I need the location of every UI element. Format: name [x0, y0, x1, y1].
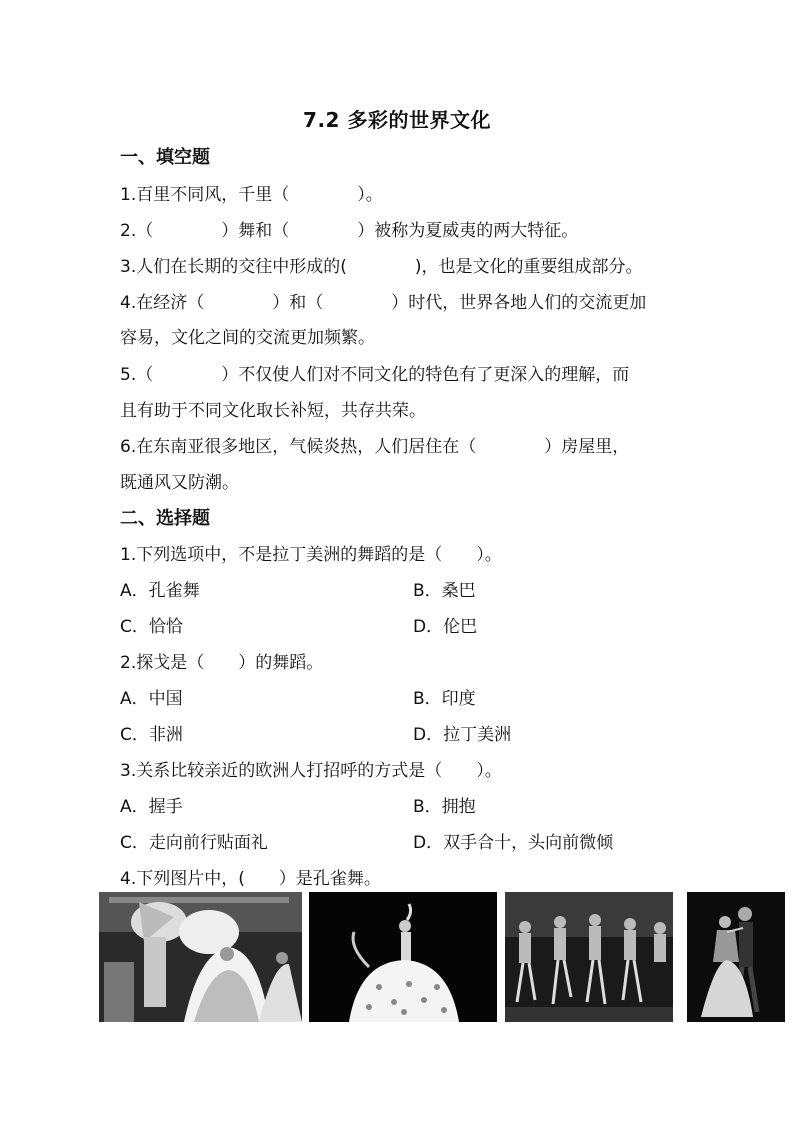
fill-blank-q6-cont: 既通风又防潮。 — [120, 473, 239, 493]
choice-q3-option-c: C．走向前行贴面礼 — [120, 833, 268, 853]
choice-q3-option-a: A．握手 — [120, 797, 183, 817]
photo-peacock-dance — [309, 892, 497, 1022]
fill-blank-q4: 4.在经济（ ）和（ ）时代，世界各地人们的交流更加 — [120, 293, 647, 313]
choice-q3-option-d: D．双手合十，头向前微倾 — [413, 833, 614, 853]
fill-blank-q5: 5.（ ）不仅使人们对不同文化的特色有了更深入的理解，而 — [120, 365, 630, 385]
photo-irish-dancers — [505, 892, 673, 1022]
choice-q4-stem: 4.下列图片中，( ）是孔雀舞。 — [120, 869, 381, 889]
fill-blank-q3: 3.人们在长期的交往中形成的( )，也是文化的重要组成部分。 — [120, 257, 643, 277]
section-heading-choice: 二、选择题 — [120, 508, 210, 529]
choice-q1-option-b: B．桑巴 — [413, 581, 476, 601]
fill-blank-q4-cont: 容易，文化之间的交流更加频繁。 — [120, 328, 375, 348]
page-title: 7.2 多彩的世界文化 — [303, 108, 491, 132]
choice-q2-option-c: C．非洲 — [120, 725, 183, 745]
fill-blank-q6: 6.在东南亚很多地区，气候炎热，人们居住在（ ）房屋里， — [120, 437, 630, 457]
choice-q2-option-b: B．印度 — [413, 689, 476, 709]
fill-blank-q5-cont: 且有助于不同文化取长补短，共存共荣。 — [120, 401, 426, 421]
choice-q2-option-a: A．中国 — [120, 689, 183, 709]
fill-blank-q1: 1.百里不同风，千里（ ）。 — [120, 185, 383, 205]
choice-q1-option-a: A．孔雀舞 — [120, 581, 200, 601]
choice-q1-stem: 1.下列选项中，不是拉丁美洲的舞蹈的是（ ）。 — [120, 545, 502, 565]
choice-q2-stem: 2.探戈是（ ）的舞蹈。 — [120, 653, 324, 673]
choice-q3-option-b: B．拥抱 — [413, 797, 476, 817]
fill-blank-q2: 2.（ ）舞和（ ）被称为夏威夷的两大特征。 — [120, 221, 579, 241]
choice-q2-option-d: D．拉丁美洲 — [413, 725, 512, 745]
choice-q1-option-c: C．恰恰 — [120, 617, 183, 637]
section-heading-fill-blank: 一、填空题 — [120, 147, 210, 168]
choice-q3-stem: 3.关系比较亲近的欧洲人打招呼的方式是（ ）。 — [120, 761, 502, 781]
photo-carnival-dancers — [99, 892, 302, 1022]
choice-q1-option-d: D．伦巴 — [413, 617, 478, 637]
photo-ballroom-couple — [687, 892, 785, 1022]
